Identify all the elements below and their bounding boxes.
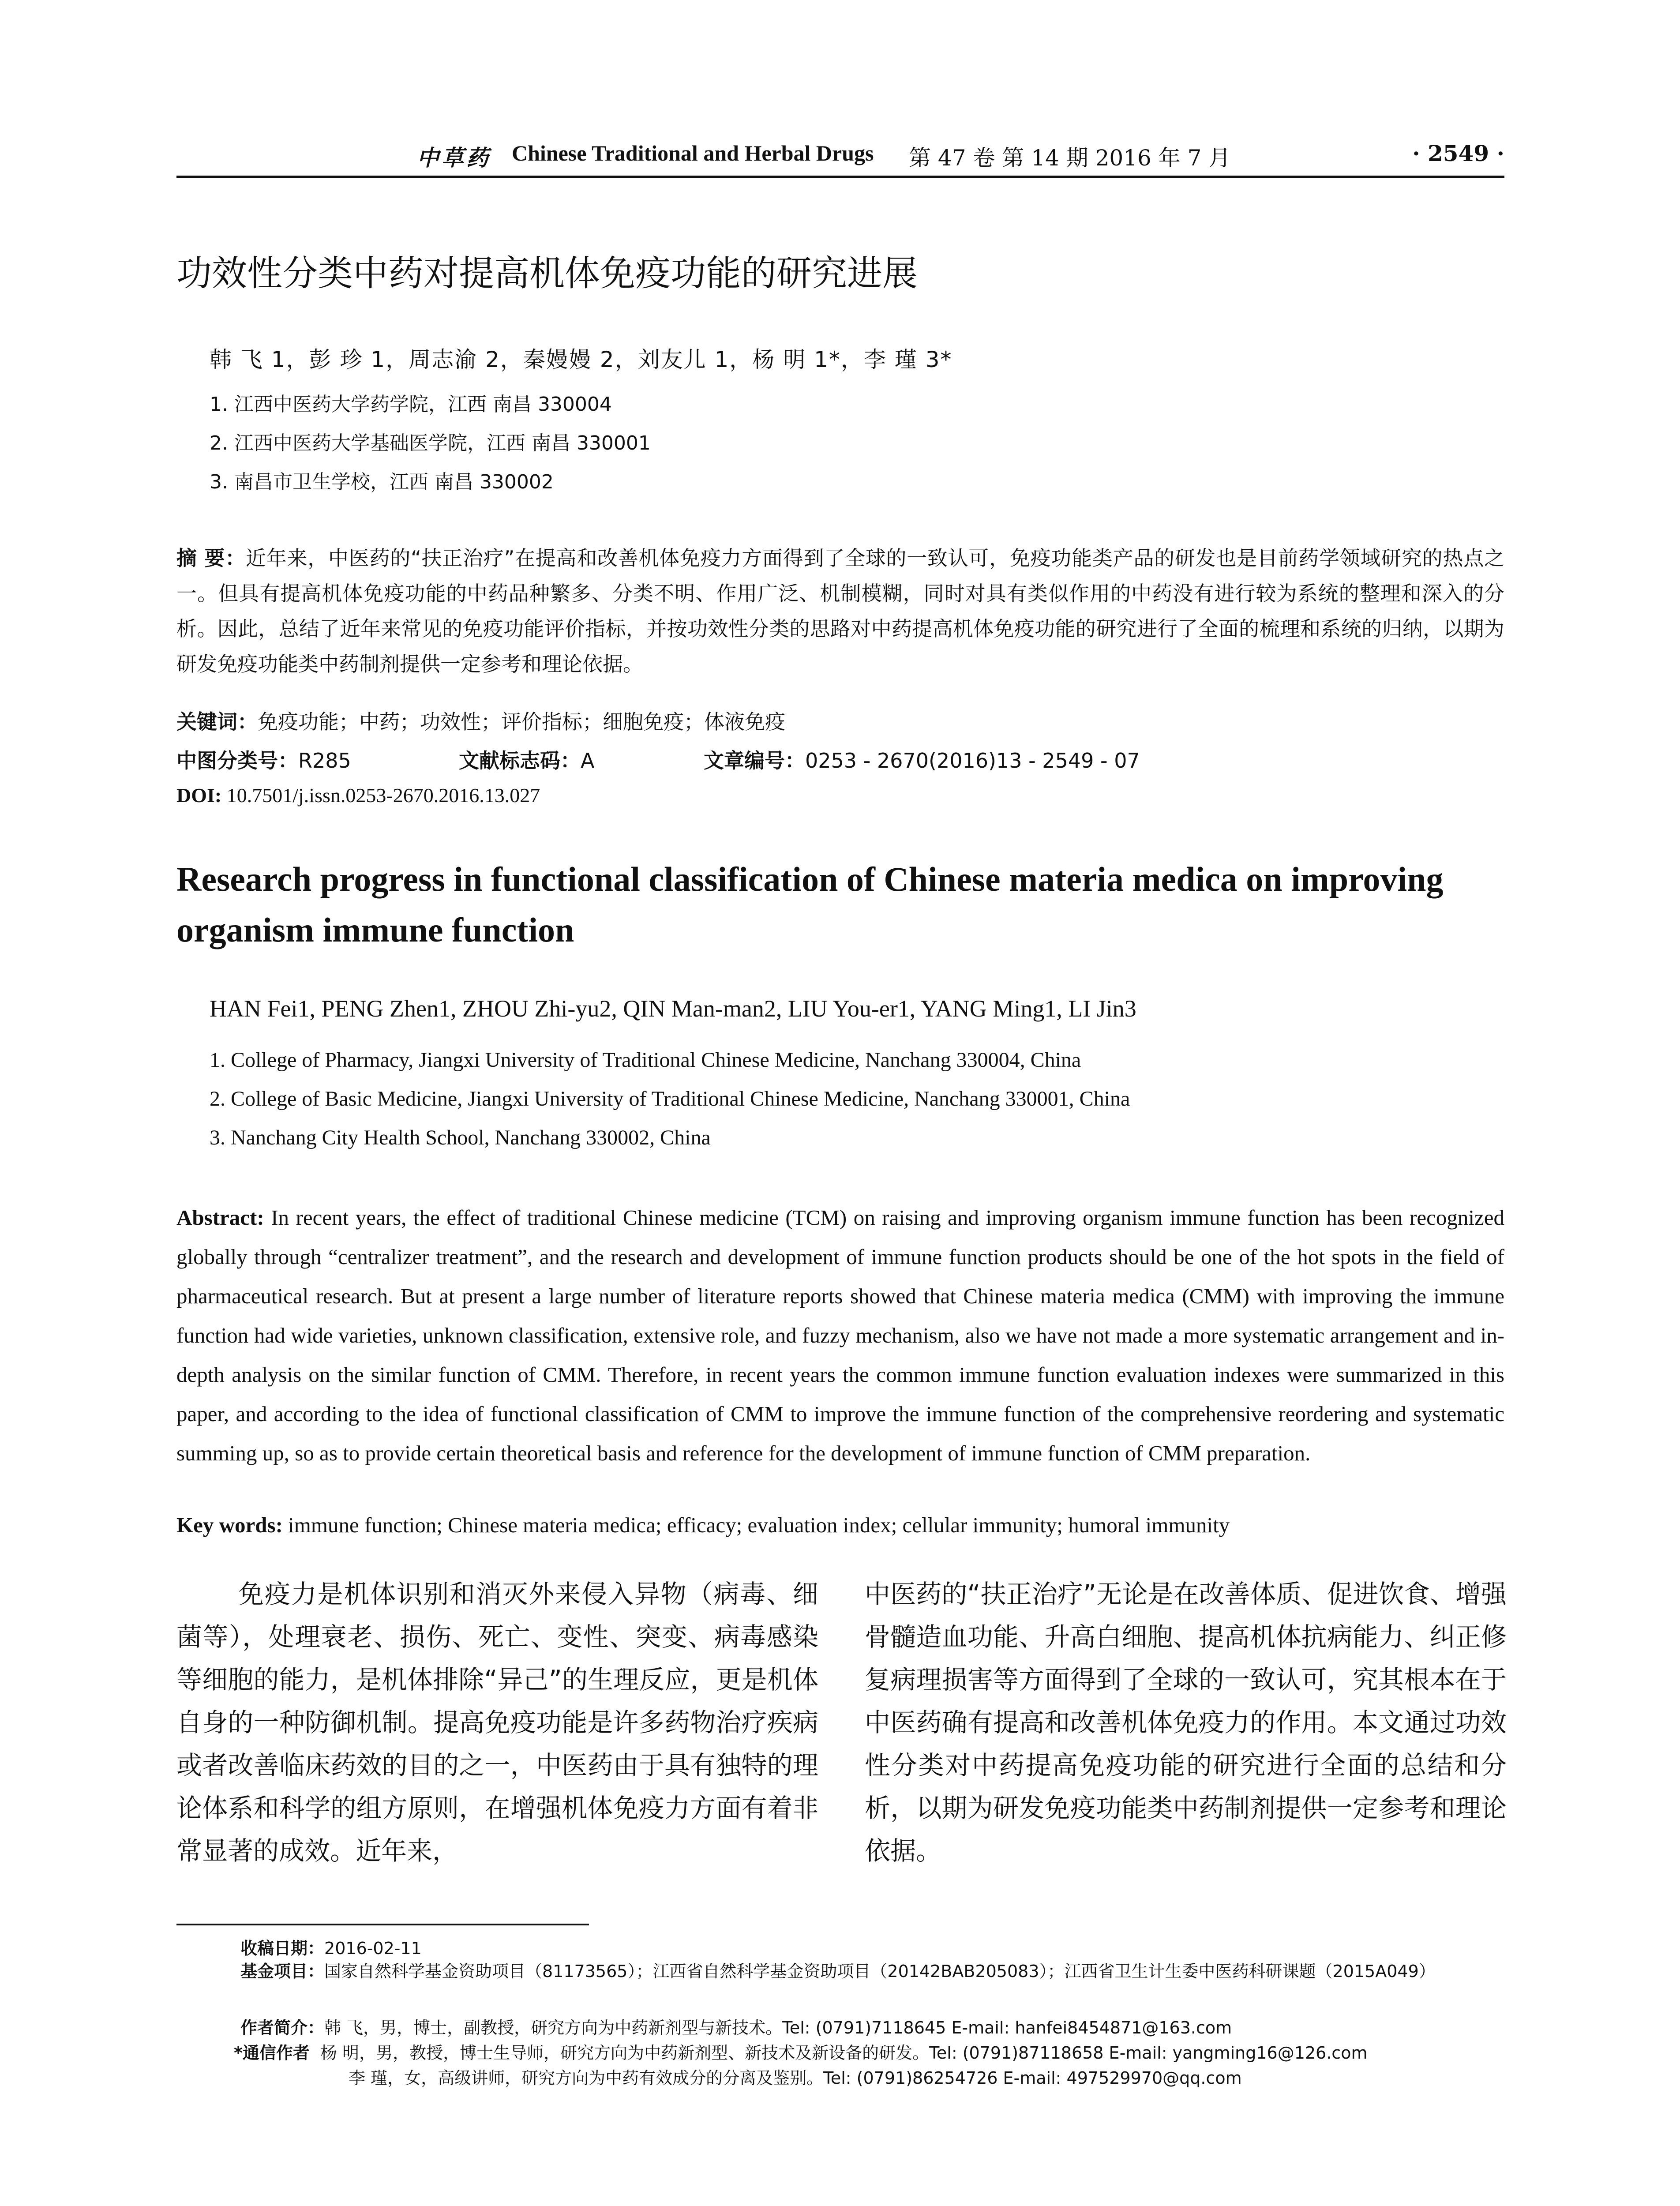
page-number: · 2549 · xyxy=(1412,140,1504,166)
clc-value: R285 xyxy=(298,749,351,773)
footnote-received xyxy=(240,1935,422,1959)
abstract-cn xyxy=(176,540,1504,682)
keywords-en-text: immune function; Chinese materia medica; efficacy; evaluation index; cellular immunity; humoral immunity xyxy=(288,1513,1230,1537)
keywords-cn xyxy=(176,706,785,735)
fund-label: 基金项目： xyxy=(240,1962,325,1981)
header-rule xyxy=(176,176,1504,178)
authors-cn: 韩 飞 1，彭 珍 1，周志渝 2，秦嫚嫚 2，刘友儿 1，杨 明 1*，李 瑾 3* xyxy=(210,347,952,372)
keywords-en-label: Key words: xyxy=(176,1513,283,1537)
clc-label: 中图分类号： xyxy=(176,749,298,773)
journal-name: Chinese Traditional and Herbal Drugs xyxy=(512,141,874,165)
classification-line xyxy=(176,745,1504,771)
received-value: 2016-02-11 xyxy=(324,1939,422,1958)
affiliation-cn-1: 1. 江西中医药大学药学院，江西 南昌 330004 xyxy=(210,393,612,416)
footnote-corresponding-1 xyxy=(234,2039,1367,2063)
affiliation-cn-2: 2. 江西中医药大学基础医学院，江西 南昌 330001 xyxy=(210,432,651,454)
abstract-cn-text: 近年来，中医药的“扶正治疗”在提高和改善机体免疫力方面得到了全球的一致认可，免疫功能类产品的研发也是目前药学领域研究的热点之一。但具有提高机体免疫功能的中药品种繁多、分类不明、作用广泛、机制模糊，同时对具有类似作用的中药没有进行较为系统的整理和深入的分析。因此，总结了近年来常见的免疫功能评价指标，并按功效性分类的思路对中药提高机体免疫功能的研究进行了全面的梳理和系统的归纳，以期为研发免疫功能类中药制剂提供一定参考和理论依据。 xyxy=(176,546,1505,676)
article-value: 0253 - 2670(2016)13 - 2549 - 07 xyxy=(805,749,1140,773)
keywords-en xyxy=(176,1512,1230,1538)
affiliation-en-2: 2. College of Basic Medicine, Jiangxi University of Traditional Chinese Medicine, Nanchang 330001, China xyxy=(210,1087,1130,1111)
running-header xyxy=(176,140,1504,180)
journal-logo-cn: 中草药 xyxy=(417,145,491,171)
doc-code xyxy=(459,745,594,774)
abstract-en-text: In recent years, the effect of traditional Chinese medicine (TCM) on raising and improving organism immune function has been recognized globally through “centralizer treatment”, and the research and development of immune function products should be one of the hot spots in the field of pharmaceutical research. But at present a large number of literature reports showed that Chinese materia medica (CMM) with improving the immune function had wide varieties, unknown classification, extensive role, and fuzzy mechanism, also we have not made a more systematic arrangement and in-depth analysis on the similar function of CMM. Therefore, in recent years the common immune function evaluation indexes were summarized in this paper, and according to the idea of functional classification of CMM to improve the immune function of the comprehensive reordering and systematic summing up, so as to provide certain theoretical basis and reference for the development of immune function of CMM preparation. xyxy=(176,1205,1504,1465)
footnote-rule xyxy=(176,1924,589,1925)
abstract-en xyxy=(176,1198,1504,1473)
corresponding-label: *通信作者 xyxy=(234,2043,310,2063)
doc-value: A xyxy=(581,749,595,773)
keywords-cn-label: 关键词： xyxy=(176,710,258,734)
keywords-cn-text: 免疫功能；中药；功效性；评价指标；细胞免疫；体液免疫 xyxy=(258,710,785,734)
affiliation-en-3: 3. Nanchang City Health School, Nanchang 330002, China xyxy=(210,1126,711,1149)
issue-info: 第 47 卷 第 14 期 2016 年 7 月 xyxy=(909,145,1231,171)
doc-label: 文献标志码： xyxy=(459,749,581,773)
article-number xyxy=(704,745,1140,774)
abstract-cn-label: 摘 要： xyxy=(176,546,246,570)
title-cn: 功效性分类中药对提高机体免疫功能的研究进展 xyxy=(176,253,918,294)
body-column-left: 免疫力是机体识别和消灭外来侵入异物（病毒、细菌等），处理衰老、损伤、死亡、变性、突变、病毒感染等细胞的能力，是机体排除“异己”的生理反应，更是机体自身的一种防御机制。提高免疫功能是许多药物治疗疾病或者改善临床药效的目的之一，中医药由于具有独特的理论体系和科学的组方原则，在增强机体免疫力方面有着非常显著的成效。近年来， xyxy=(176,1579,818,1866)
footnote-fund xyxy=(240,1959,1606,1984)
corresponding-1-value: 杨 明，男，教授，博士生导师，研究方向为中药新剂型、新技术及新设备的研发。Tel: (0791)87118658 E-mail: yangming16@126.com xyxy=(320,2043,1368,2063)
affiliation-cn-3: 3. 南昌市卫生学校，江西 南昌 330002 xyxy=(210,471,554,493)
footnote-corresponding-2: 李 瑾，女，高级讲师，研究方向为中药有效成分的分离及鉴别。Tel: (0791)86254726 E-mail: 497529970@qq.com xyxy=(349,2068,1242,2088)
title-en: Research progress in functional classification of Chinese materia medica on improving organism immune function xyxy=(176,860,1444,949)
affiliation-en-1: 1. College of Pharmacy, Jiangxi University of Traditional Chinese Medicine, Nanchang 330004, China xyxy=(210,1048,1081,1072)
doi-label: DOI: xyxy=(176,784,222,807)
body-column-right: 中医药的“扶正治疗”无论是在改善体质、促进饮食、增强骨髓造血功能、升高白细胞、提高机体抗病能力、纠正修复病理损害等方面得到了全球的一致认可，究其根本在于中医药确有提高和改善机体免疫力的作用。本文通过功效性分类对中药提高免疫功能的研究进行全面的总结和分析，以期为研发免疫功能类中药制剂提供一定参考和理论依据。 xyxy=(865,1579,1507,1866)
footnote-author xyxy=(240,2014,1232,2038)
article-label: 文章编号： xyxy=(704,749,805,773)
doi-value: 10.7501/j.issn.0253-2670.2016.13.027 xyxy=(226,784,540,807)
authors-en: HAN Fei1, PENG Zhen1, ZHOU Zhi-yu2, QIN Man-man2, LIU You-er1, YANG Ming1, LI Jin3 xyxy=(210,995,1136,1022)
received-label: 收稿日期： xyxy=(240,1939,325,1958)
author-label: 作者简介： xyxy=(240,2018,325,2037)
abstract-en-label: Abstract: xyxy=(176,1205,264,1230)
author-value: 韩 飞，男，博士，副教授，研究方向为中药新剂型与新技术。Tel: (0791)7118645 E-mail: hanfei8454871@163.com xyxy=(324,2018,1232,2037)
fund-value: 国家自然科学基金资助项目（81173565）；江西省自然科学基金资助项目（20142BAB205083）；江西省卫生计生委中医药科研课题（2015A049） xyxy=(324,1962,1436,1981)
doi-line xyxy=(176,784,540,807)
clc-code xyxy=(176,745,351,774)
